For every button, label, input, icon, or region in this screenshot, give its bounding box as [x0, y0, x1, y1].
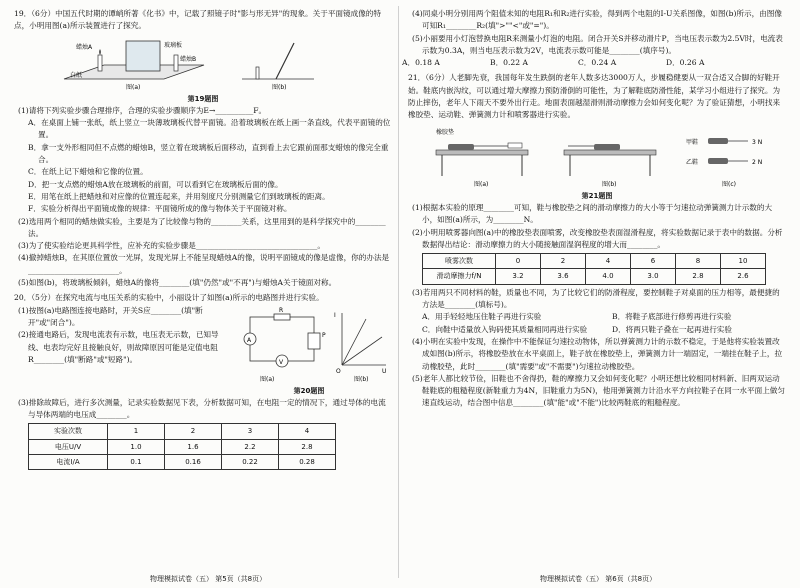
label-q21-fig-a: 图(a) [474, 180, 489, 188]
q19-option-f: F．实验分析得出平面镜成像的规律：平面镜所成的像与物体关于平面镜对称。 [28, 204, 292, 214]
q19-figure [14, 35, 392, 91]
table-cell: 3.2 [496, 269, 541, 284]
table-cell: 1.6 [165, 439, 222, 454]
table-cell: 8 [676, 254, 721, 269]
label-q21-fig-c: 图(c) [722, 180, 736, 188]
table-cell: 1.0 [108, 439, 165, 454]
q20-intro: 20．（5分）在探究电流与电压关系的实验中，小丽设计了如图(a)所示的电路图并进行实验。 [14, 293, 324, 303]
q19-step1: (1)请将下列实验步骤合理排序，合理的实验步骤顺序为E→__________F。 [18, 105, 267, 115]
rheostat-icon [308, 333, 320, 349]
q19-step4: (4)撤掉蜡烛B，在其原位置放一光屏，发现光屏上不能呈现蜡烛A的像，说明平面镜成的像是虚像，你的办法是________________________。 [18, 253, 390, 275]
q20-step3: (3)排除故障后，进行多次测量，记录实验数据见下表，分析数据可知，在电阻一定的情况下，通过导体的电流与导体两端的电压成________。 [18, 397, 386, 419]
left-page-footer: 物理模拟试卷（五） 第5页（共8页） [150, 575, 267, 583]
q19-option-b: B．拿一支外形相同但不点燃的蜡烛B，竖立着在玻璃板后面移动，直到看上去它跟前面那支蜡烛的像完全重合。 [28, 142, 389, 165]
q20-option-a: A．0.18 A [402, 58, 440, 68]
table-cell: 2.2 [222, 439, 279, 454]
q20-block [14, 305, 392, 397]
svg-text:R: R [279, 306, 284, 314]
q21-data-table [422, 253, 766, 285]
q20-step4: (4)同桌小明分别用两个阻值未知的电阻R₁和R₂进行实验，得到两个电阻的I-U关系图像，如图(b)所示，由图像可知R₁________R₂(填">""<"或"=")。 [412, 9, 782, 31]
q19-step5: (5)如图(b)，将玻璃板倾斜，蜡烛A的像将________(填"仍然"或"不再")与蜡烛A关于镜面对称。 [18, 278, 337, 288]
q20-caption: 第20题图 [293, 386, 325, 395]
q20-options [402, 57, 786, 69]
label-force-3n: 3 N [752, 138, 763, 146]
q20-option-c: C．0.24 A [578, 58, 617, 68]
q21-caption: 第21题图 [581, 191, 613, 200]
q20-step5: (5)小丽要用小灯泡替换电阻R来测量小灯泡的电阻。闭合开关S并移动滑片P，当电压表示数为2.5V时，电流表示数为0.3A，则当电压表示数为2V，电流表示数可能是________(填序号)。 [412, 33, 783, 55]
label-q20-fig-b: 图(b) [354, 375, 369, 383]
q20-step1: (1)按图(a)电路图连接电路时，开关S应________(填"断开"或"闭合")。 [18, 305, 203, 327]
table-cell: 0.1 [108, 454, 165, 469]
table-cell: 3.6 [541, 269, 586, 284]
q19-intro: 19．（6分）中国五代时期的谭峭所著《化书》中，记载了照镜子时"影与形无异"的现象。关于平面镜成像的特点，小明用图(a)所示装置进行了探究。 [14, 9, 381, 31]
q21-step2: (2)小明用喷雾器向图(a)中的橡胶垫表面喷雾，改变橡胶垫表面湿滑程度，将实验数据记录于表中的数据。分析数据得出结论：滑动摩擦力的大小随接触面湿润程度的增大而________。 [412, 227, 783, 249]
q19-step2: (2)选用两个相同的蜡烛做实验，主要是为了比较像与物的________关系，这里用到的是科学探究中的________法。 [18, 216, 386, 238]
table-cell: 2.8 [676, 269, 721, 284]
table-cell: 4 [586, 254, 631, 269]
table-cell: 0.22 [222, 454, 279, 469]
label-force-2n: 2 N [752, 158, 763, 166]
q19-option-d: D．把一支点燃的蜡烛A放在玻璃板的前面，可以看到它在玻璃板后面的像。 [28, 179, 283, 189]
q21-option-b: B．将鞋子底部进行修剪再进行实验 [612, 312, 732, 322]
label-fig-b: 图(b) [272, 83, 287, 91]
label-fig-a: 图(a) [126, 83, 141, 91]
q21-step3: (3)若用两只不同材料的鞋，质量也不同，为了比较它们的防滑程度，要控制鞋子对桌面的压力相等，最便捷的方法是________(填标号)。 [412, 287, 780, 310]
table-row [29, 454, 336, 469]
table-cell: 2 [165, 424, 222, 439]
left-column [14, 8, 392, 470]
table-cell: 2.6 [721, 269, 766, 284]
q20-step2: (2)接通电路后，发现电流表有示数，电压表无示数，已知导线、电表均完好且接触良好，则故障原因可能是定值电阻R________(填"断路"或"短路")。 [18, 330, 219, 364]
label-axis-u: U [382, 367, 387, 375]
q19-option-a: A．在桌面上铺一张纸，纸上竖立一块薄玻璃板代替平面镜。沿着玻璃板在纸上画一条直线，代表平面镜的位置。 [28, 118, 391, 140]
label-shoe-a: 甲鞋 [686, 138, 699, 146]
q21-option-a: A．用手轻轻地压住鞋子再进行实验 [422, 312, 542, 322]
table-row [423, 269, 766, 284]
q21-options-row1 [408, 311, 786, 323]
resistor-icon [274, 314, 290, 320]
table-cell: 4.0 [586, 269, 631, 284]
table-cell: 2 [541, 254, 586, 269]
q19-option-e: E．用笔在纸上把蜡烛和对应像的位置连起来，并用刻度尺分别测量它们到玻璃板的距离。 [28, 191, 330, 201]
label-glass: 玻璃板 [164, 41, 183, 49]
label-q20-fig-a: 图(a) [260, 375, 275, 383]
q21-step5: (5)老年人都比较节俭，旧鞋也不舍得扔，鞋的摩擦力又会如何变化呢？小明还想比较相同材料新、旧两双运动鞋鞋底的粗糙程度(新鞋重力为4N，旧鞋重力为5N)，他用弹簧测力计沿水平方向拉鞋子在同一水平面上做匀速直线运动，结合图中信息________(填"能"或"不能")比较两鞋底的粗糙程度。 [412, 373, 785, 408]
table-cell: 电流I/A [29, 454, 108, 469]
column-divider [398, 6, 399, 578]
q20-figure-svg [230, 305, 390, 385]
table-cell: 滑动摩擦力f/N [423, 269, 496, 284]
q20-data-table [28, 423, 336, 470]
table-header-row [29, 424, 336, 439]
q21-options-row2 [408, 324, 786, 336]
q21-option-d: D．将两只鞋子叠在一起再进行实验 [612, 324, 732, 334]
table-cell: 0.28 [279, 454, 336, 469]
table-cell: 1 [108, 424, 165, 439]
table-cell: 喷雾次数 [423, 254, 496, 269]
table-row [29, 439, 336, 454]
right-column [402, 8, 786, 410]
table-cell: 4 [279, 424, 336, 439]
q19-step3: (3)为了使实验结论更具科学性，应补充的实验步骤是________________________________。 [18, 241, 325, 251]
label-origin: O [336, 367, 341, 375]
q19-caption: 第19题图 [187, 94, 219, 103]
q19-figure-svg [14, 35, 392, 91]
q21-figure [408, 124, 786, 188]
q19-option-c: C．在纸上记下蜡烛和它像的位置。 [28, 167, 148, 177]
q21-figure-svg [408, 124, 786, 188]
table-cell: 0.16 [165, 454, 222, 469]
table-cell: 3.0 [631, 269, 676, 284]
q21-step4: (4)小明在实验中发现，在操作中不能保证匀速拉动物体，所以弹簧测力计的示数不稳定，于是他将实验装置改成如图(b)所示，将橡胶垫放在水平桌面上，鞋子放在橡胶垫上，弹簧测力计一端固定，一端挂在鞋子上，拉动橡胶垫，此时________(填"需要"或"不需要")匀速拉动橡胶垫。 [412, 336, 783, 371]
label-axis-i: I [334, 311, 336, 319]
q21-intro: 21．（6分）人老脚先衰，我国每年发生跌倒的老年人数多达3000万人，步履稳健要从一双合适又合脚的好鞋开始。鞋底内嵌沟纹，可以通过增大摩擦力预防滑倒的可能性，为了解鞋底防滑性能，某学习小组进行了探究。为防止摔伤，老年人下雨天不要外出行走。地面表面越湿滑则滑动摩擦力会如何变化呢？为了验证猜想，小明找来橡胶垫、运动鞋、弹簧测力计和喷雾器进行实验。 [408, 73, 781, 120]
label-candle-a: 蜡烛A [76, 43, 93, 51]
table-cell: 实验次数 [29, 424, 108, 439]
glass-plate-shape [126, 41, 160, 71]
q21-option-c: C．向鞋中适量放入钩码使其质量相同再进行实验 [422, 324, 588, 334]
table-header-row [423, 254, 766, 269]
q20-option-d: D．0.26 A [666, 58, 705, 68]
table-cell: 0 [496, 254, 541, 269]
table-cell: 2.8 [279, 439, 336, 454]
table-cell: 电压U/V [29, 439, 108, 454]
label-candle-b: 蜡烛B [180, 55, 197, 63]
label-paper: 白纸 [70, 71, 83, 79]
q21-step1: (1)根据本实验的原理________可知，鞋与橡胶垫之间的滑动摩擦力的大小等于匀速拉动弹簧测力计示数的大小，如图(a)所示，为________N。 [412, 202, 773, 225]
table-cell: 6 [631, 254, 676, 269]
table-cell: 3 [222, 424, 279, 439]
label-rubber-pad: 橡胶垫 [436, 128, 455, 136]
right-page-footer: 物理模拟试卷（五） 第6页（共8页） [540, 575, 657, 583]
label-q21-fig-b: 图(b) [602, 180, 617, 188]
table-cell: 10 [721, 254, 766, 269]
label-shoe-b: 乙鞋 [686, 158, 699, 166]
q20-option-b: B．0.22 A [490, 58, 528, 68]
svg-text:A: A [247, 336, 252, 344]
svg-text:P: P [322, 331, 326, 339]
svg-text:V: V [279, 358, 284, 366]
